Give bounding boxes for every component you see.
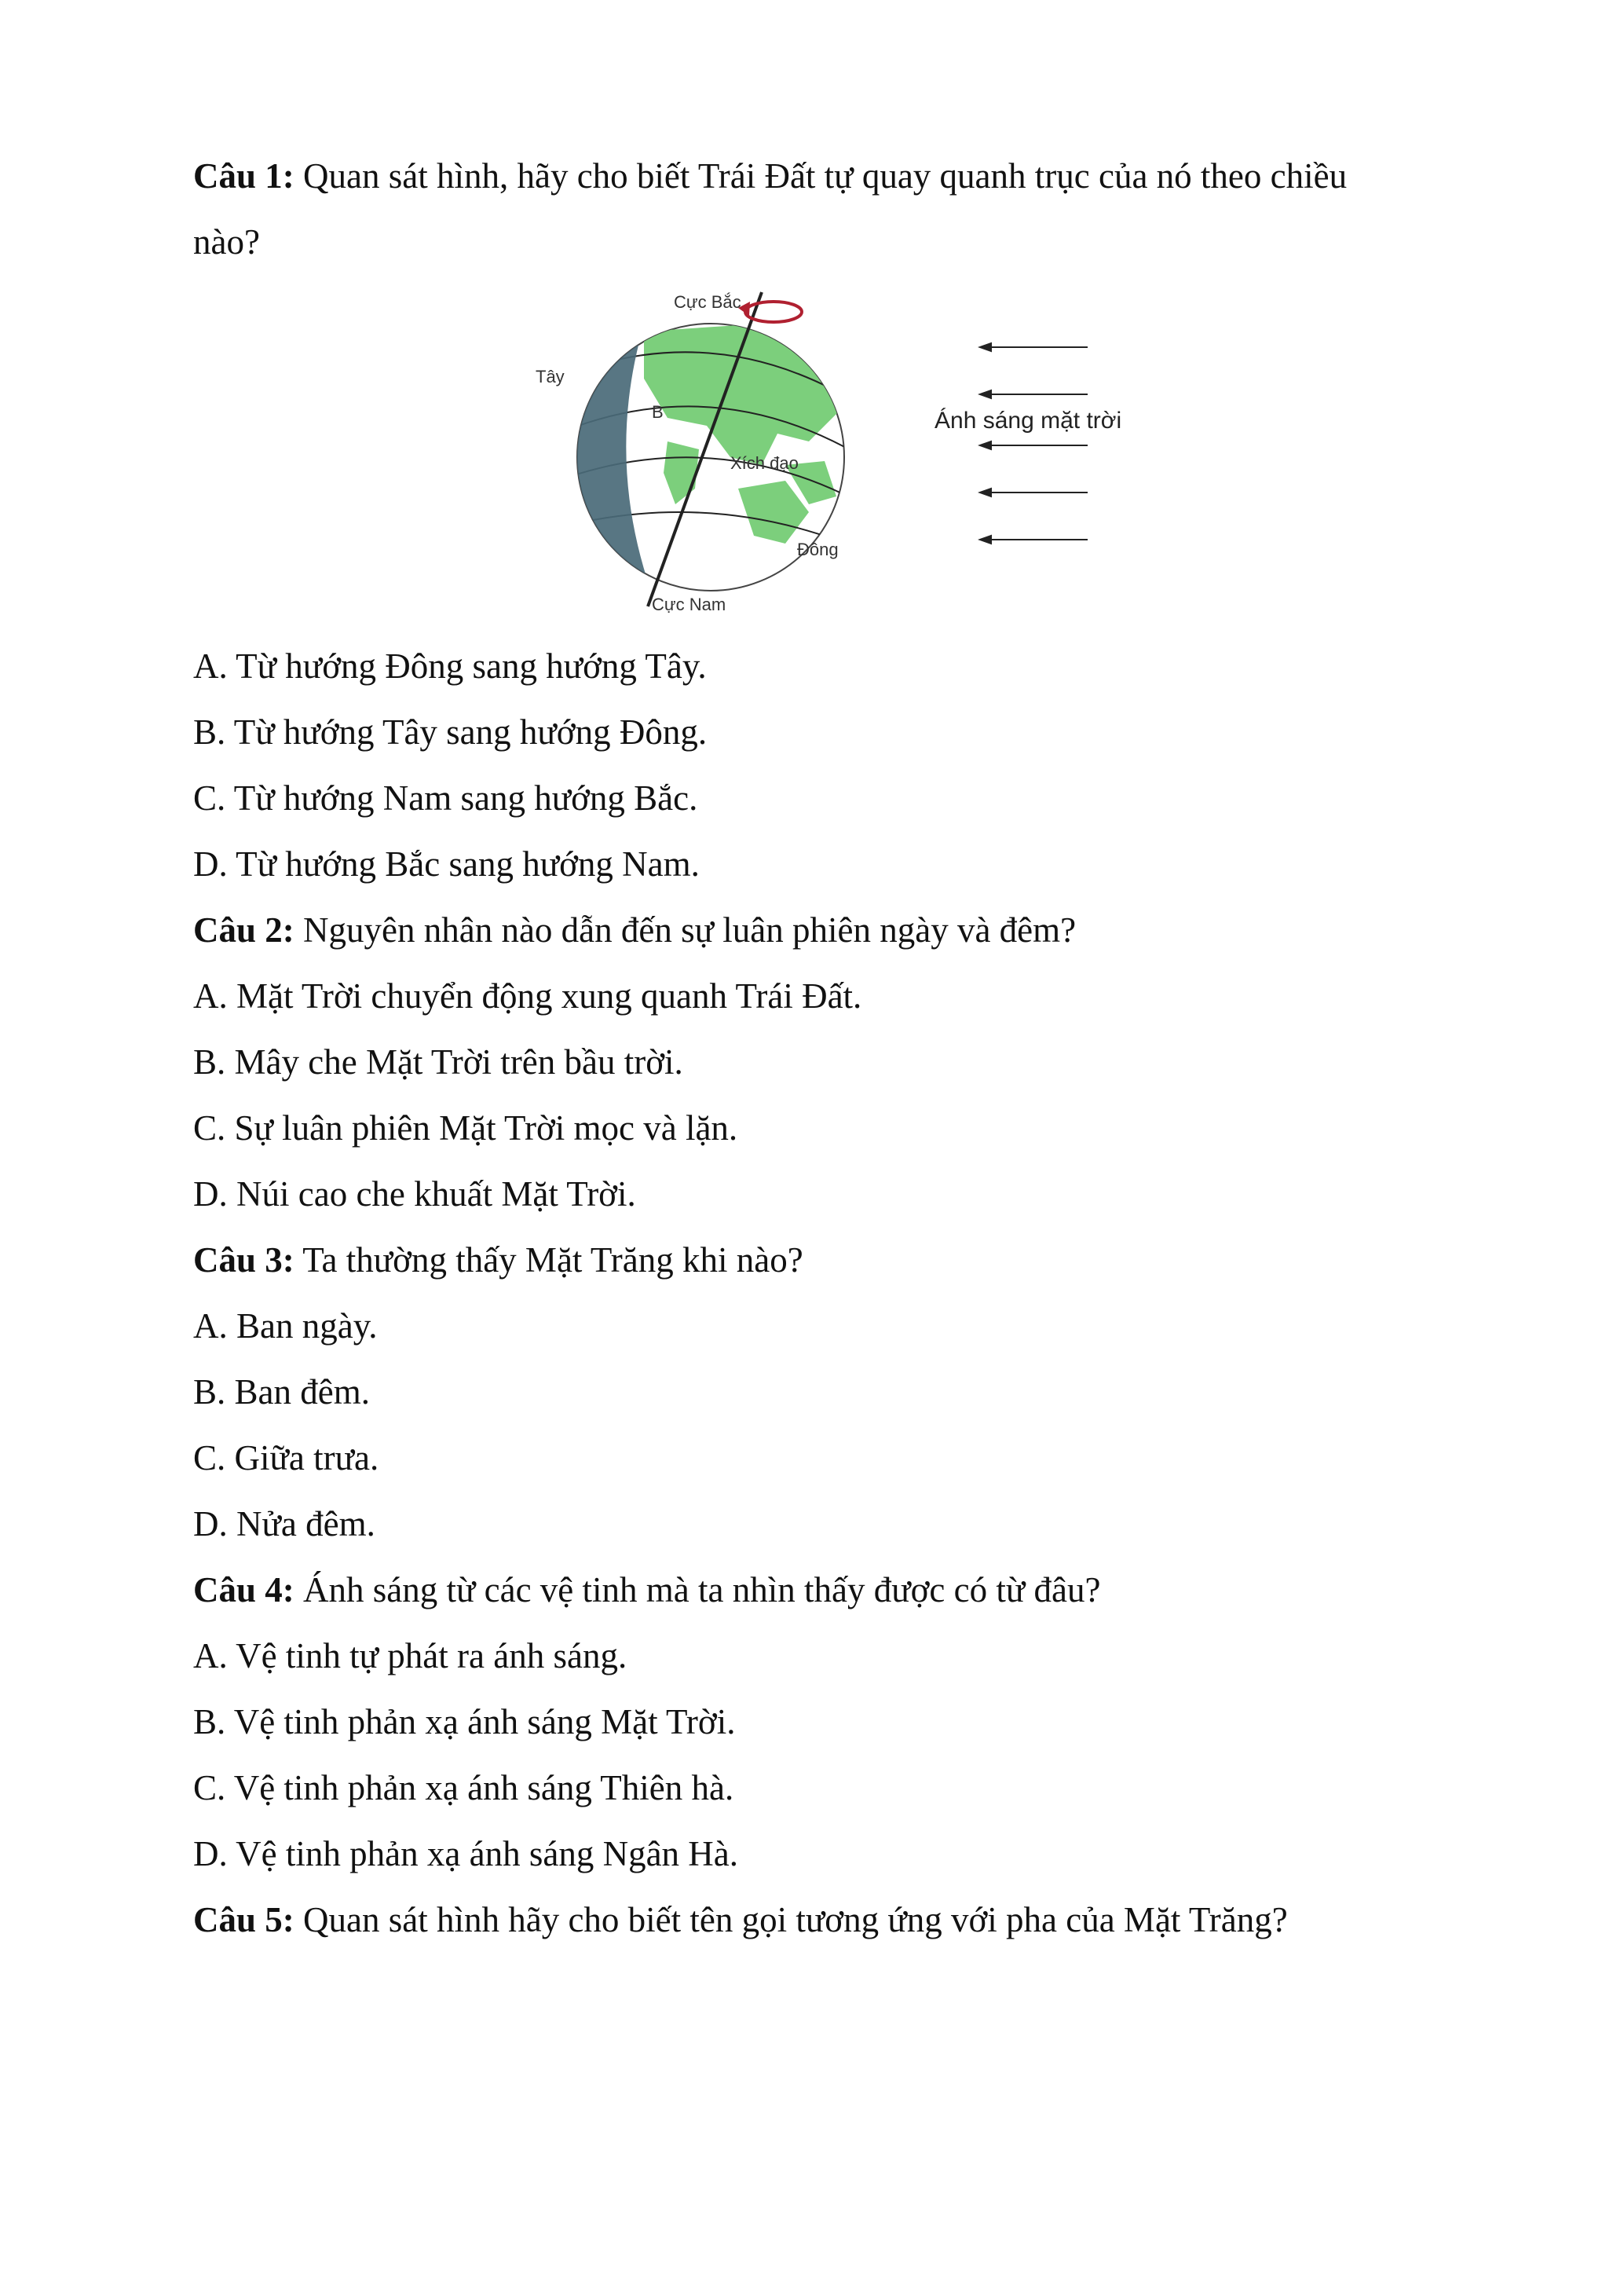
north-pole-label: Cực Bắc [674,292,741,312]
sunlight-arrows [980,343,1088,544]
south-pole-label: Cực Nam [652,595,726,614]
question-4-option-a[interactable]: A. Vệ tinh tự phát ra ánh sáng. [193,1636,627,1675]
question-2-option-c[interactable]: C. Sự luân phiên Mặt Trời mọc và lặn. [193,1108,738,1148]
east-label: Đông [797,540,839,559]
question-3-label: Câu 3: [193,1240,294,1280]
question-4-label: Câu 4: [193,1570,294,1609]
question-1-option-c[interactable]: C. Từ hướng Nam sang hướng Bắc. [193,778,698,818]
earth-rotation-figure [526,284,1233,622]
question-3-option-a[interactable]: A. Ban ngày. [193,1306,378,1346]
question-1-option-a[interactable]: A. Từ hướng Đông sang hướng Tây. [193,646,707,686]
question-2-option-a[interactable]: A. Mặt Trời chuyển động xung quanh Trái Đất. [193,976,862,1016]
question-3-option-d[interactable]: D. Nửa đêm. [193,1504,375,1543]
rotation-arrow-icon [738,302,802,322]
question-4-option-d[interactable]: D. Vệ tinh phản xạ ánh sáng Ngân Hà. [193,1834,739,1873]
question-2-option-b[interactable]: B. Mây che Mặt Trời trên bầu trời. [193,1042,683,1082]
question-1-option-b[interactable]: B. Từ hướng Tây sang hướng Đông. [193,712,708,752]
question-2 [193,906,1076,954]
question-2-label: Câu 2: [193,910,294,950]
question-5 [193,1896,1288,1943]
question-4-text: Ánh sáng từ các vệ tinh mà ta nhìn thấy được có từ đâu? [294,1570,1101,1609]
sunlight-label: Ánh sáng mặt trời [935,408,1122,434]
equator-label: Xích đạo [730,453,799,473]
question-3-option-b[interactable]: B. Ban đêm. [193,1372,370,1412]
west-label: Tây [536,367,565,386]
question-1-line-1 [193,152,1347,200]
question-3-text: Ta thường thấy Mặt Trăng khi nào? [294,1240,803,1280]
question-5-label: Câu 5: [193,1900,294,1939]
question-2-text: Nguyên nhân nào dẫn đến sự luân phiên ngày và đêm? [294,910,1077,950]
question-1-line-2: nào? [193,222,260,262]
earth-rotation-diagram [526,284,1233,622]
point-b-label: B [652,402,664,422]
question-5-text: Quan sát hình hãy cho biết tên gọi tương ứng với pha của Mặt Trăng? [294,1900,1288,1939]
question-3 [193,1236,803,1283]
question-1-label: Câu 1: [193,156,294,196]
question-2-option-d[interactable]: D. Núi cao che khuất Mặt Trời. [193,1174,636,1214]
question-4-option-c[interactable]: C. Vệ tinh phản xạ ánh sáng Thiên hà. [193,1768,734,1807]
question-4 [193,1566,1100,1613]
question-1-option-d[interactable]: D. Từ hướng Bắc sang hướng Nam. [193,844,700,884]
question-3-option-c[interactable]: C. Giữa trưa. [193,1438,379,1478]
question-4-option-b[interactable]: B. Vệ tinh phản xạ ánh sáng Mặt Trời. [193,1702,736,1741]
question-1-text: Quan sát hình, hãy cho biết Trái Đất tự quay quanh trục của nó theo chiều [294,156,1348,196]
